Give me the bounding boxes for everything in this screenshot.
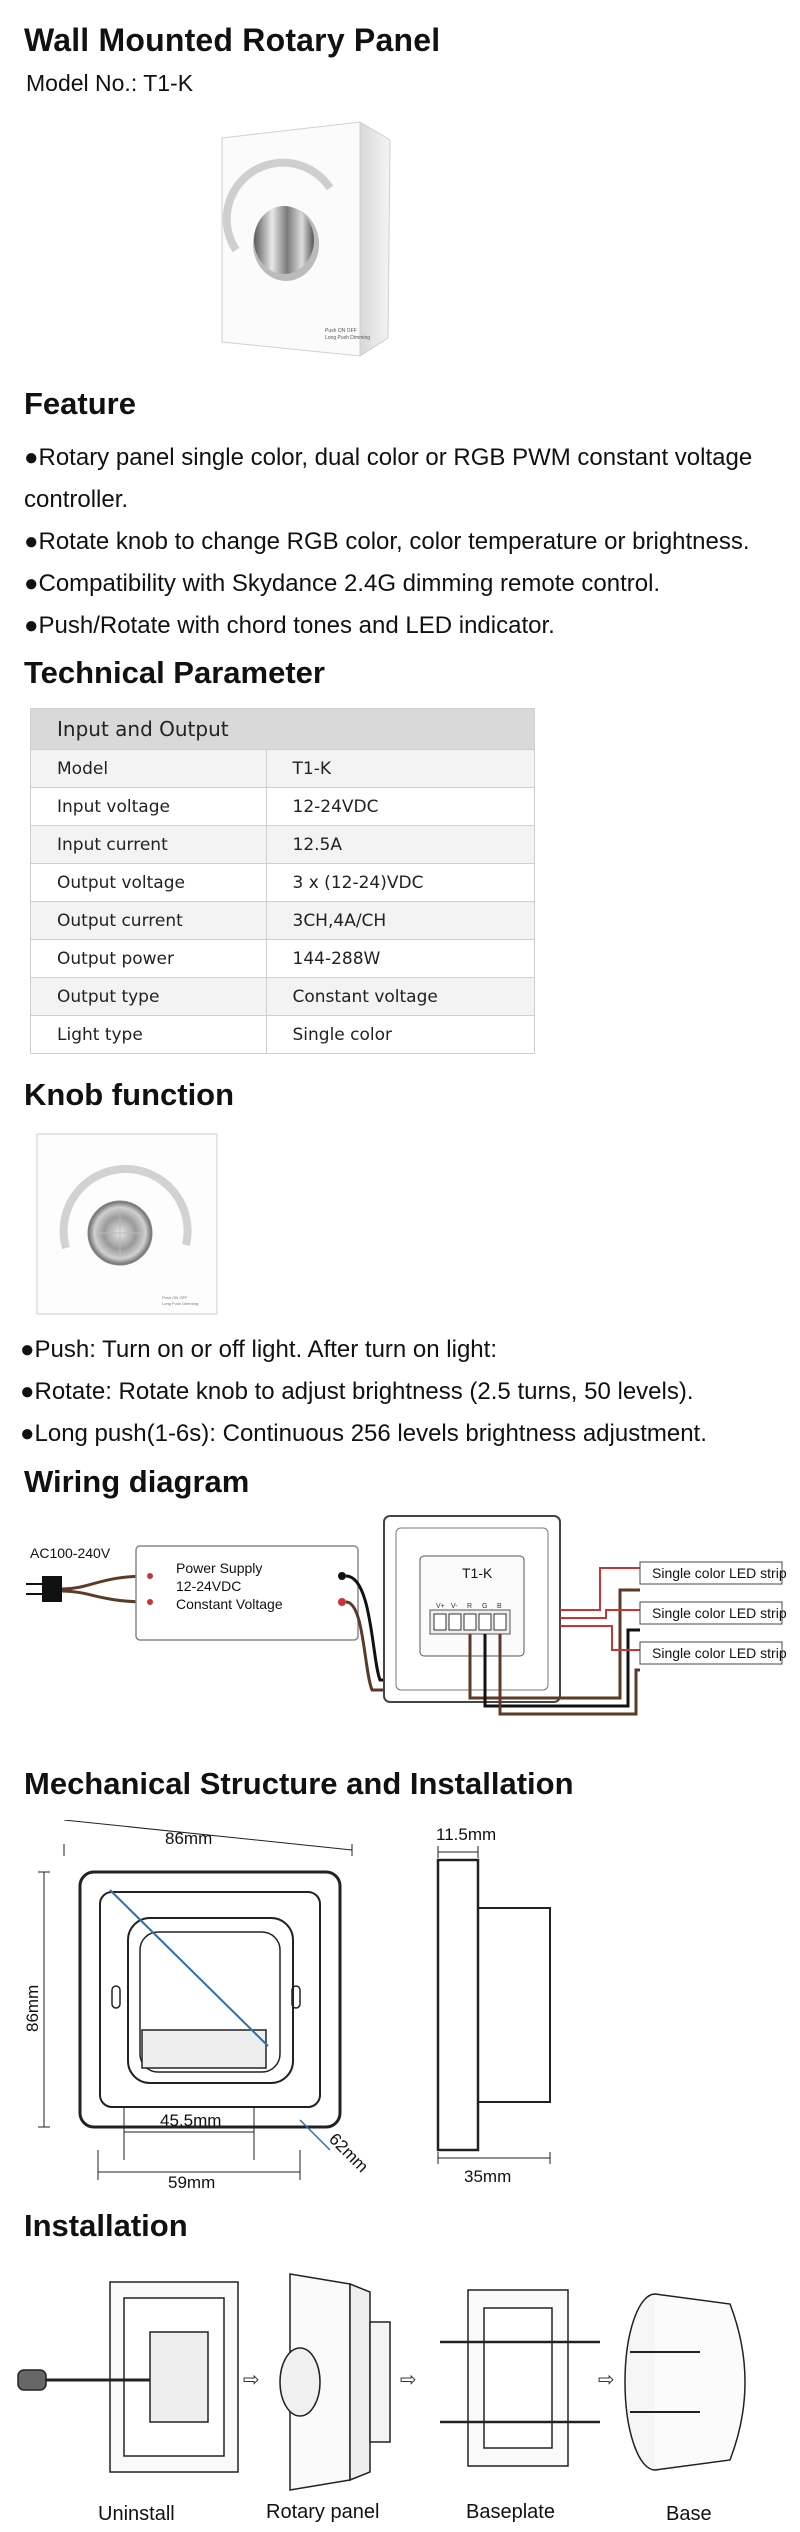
panel-label-1: Push ON OFF [325,328,357,334]
pin-label: R [467,1603,473,1610]
led-strip [640,1562,787,1584]
knob-heading: Knob function [24,1077,235,1112]
table-row [31,902,535,940]
model-number: Model No.: T1-K [26,70,194,96]
dim-diameter: 62mm [325,2129,373,2177]
feature-heading: Feature [24,386,136,421]
installation-steps [0,2262,800,2532]
plug-icon [42,1576,62,1602]
knob-panel-label-1: Push ON OFF [162,1295,188,1300]
panel-label-2: Long Push Dimming [325,335,371,341]
feature-item: ●Push/Rotate with chord tones and LED indicator. [24,612,555,639]
spec-value: 3 x (12-24)VDC [266,864,535,902]
spec-value: 3CH,4A/CH [266,902,535,940]
table-row [31,826,535,864]
ps-line3: Constant Voltage [176,1596,283,1612]
table-row [31,864,535,902]
knob-item: ●Push: Turn on or off light. After turn on light: [20,1336,497,1363]
table-row [31,788,535,826]
ps-line2: 12-24VDC [176,1578,242,1594]
led-strip [640,1642,787,1664]
spec-value: Single color [266,1016,535,1054]
spec-key: Model [31,750,267,788]
table-row [31,1016,535,1054]
feature-item: ●Rotary panel single color, dual color or RGB PWM constant voltage controller. [24,444,753,513]
table-row [31,750,535,788]
spec-value: T1-K [266,750,535,788]
led-strip [640,1602,787,1624]
arrow-icon: ⇨ [400,2367,417,2391]
table-row [31,940,535,978]
tech-heading: Technical Parameter [24,655,325,690]
mechanical-drawing [0,1820,800,2190]
dim-hole: 59mm [168,2173,216,2190]
mech-heading: Mechanical Structure and Installation [24,1766,574,1801]
table-row [31,978,535,1016]
page-title: Wall Mounted Rotary Panel [24,22,441,58]
spec-value: 144-288W [266,940,535,978]
spec-key: Output current [31,902,267,940]
install-heading: Installation [24,2208,188,2243]
spec-key: Output type [31,978,267,1016]
strip-label: Single color LED strip [652,1645,787,1661]
ac-label: AC100-240V [30,1545,111,1561]
knob-image [36,1133,218,1315]
strip-label: Single color LED strip [652,1605,787,1621]
dim-inner: 45.5mm [160,2111,222,2130]
pin-label: G [482,1603,488,1610]
wiring-heading: Wiring diagram [24,1464,250,1499]
spec-value: 12-24VDC [266,788,535,826]
strip-label: Single color LED strip [652,1565,787,1581]
feature-list [24,437,794,647]
spec-table-title: Input and Output [31,709,535,750]
spec-value: 12.5A [266,826,535,864]
pin-label: V+ [436,1603,445,1610]
dim-depth: 11.5mm [436,1825,497,1844]
step-caption: Baseplate [466,2501,555,2523]
module-label: T1-K [462,1565,493,1581]
step-caption: Uninstall [98,2503,175,2525]
spec-key: Output voltage [31,864,267,902]
pin-label: V- [451,1603,458,1610]
arrow-icon: ⇨ [243,2367,260,2391]
step-caption: Base [666,2503,712,2525]
dim-width: 86mm [165,1829,213,1848]
feature-item: ●Compatibility with Skydance 2.4G dimming remote control. [24,570,661,597]
spec-key: Light type [31,1016,267,1054]
spec-key: Input current [31,826,267,864]
pin-label: B [497,1603,502,1610]
spec-value: Constant voltage [266,978,535,1016]
dim-body-depth: 35mm [464,2167,512,2186]
product-image [210,110,420,365]
knob-item: ●Rotate: Rotate knob to adjust brightness (2.5 turns, 50 levels). [20,1378,694,1405]
arrow-icon: ⇨ [598,2367,615,2391]
dim-height: 86mm [23,1984,42,2032]
step-caption: Rotary panel [266,2501,380,2523]
knob-list [20,1329,790,1455]
knob-panel-label-2: Long Push Dimming [162,1301,199,1306]
spec-table [30,708,535,1054]
ps-line1: Power Supply [176,1560,263,1576]
feature-item: ●Rotate knob to change RGB color, color temperature or brightness. [24,528,750,555]
knob-item: ●Long push(1-6s): Continuous 256 levels brightness adjustment. [20,1420,707,1447]
wiring-diagram [0,1510,800,1730]
spec-key: Output power [31,940,267,978]
spec-key: Input voltage [31,788,267,826]
